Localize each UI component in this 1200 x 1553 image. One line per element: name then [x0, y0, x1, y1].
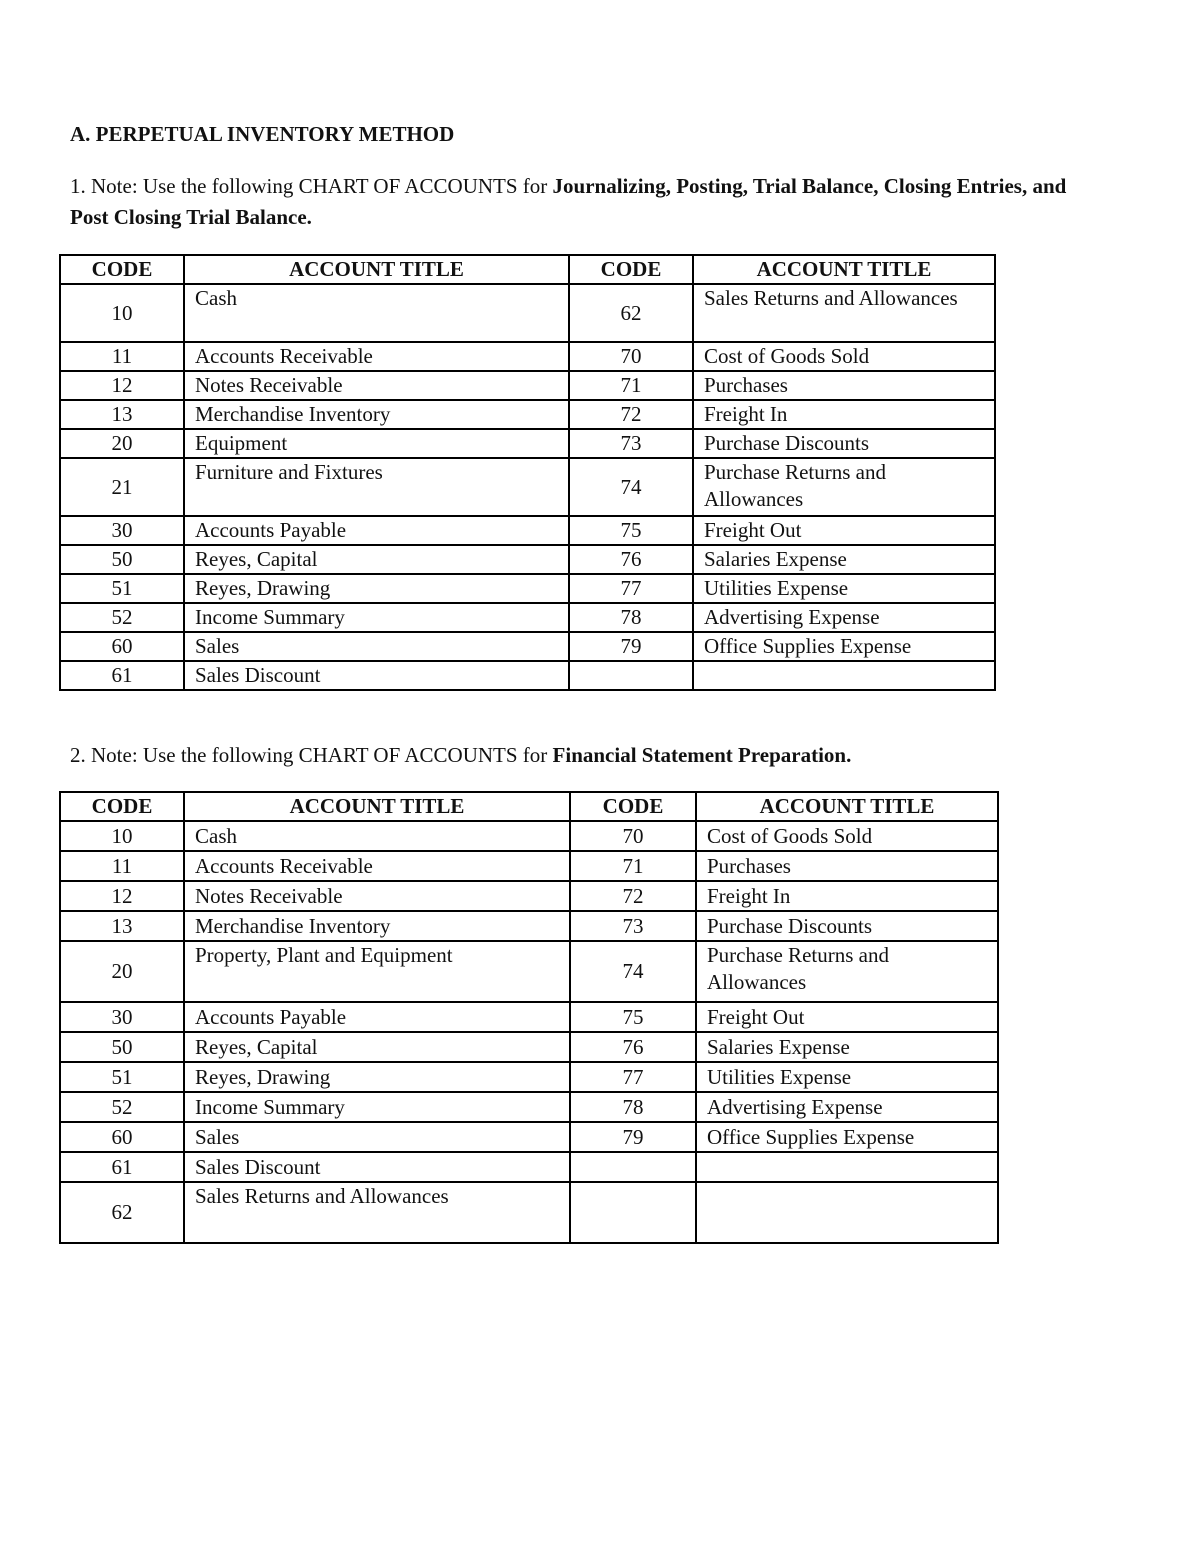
account-title: Accounts Receivable: [184, 342, 569, 371]
table-row: [60, 941, 998, 1002]
account-title: Sales: [184, 632, 569, 661]
note-1: [70, 171, 1080, 233]
header-code: CODE: [60, 792, 184, 821]
account-title: Purchase Returns and Allowances: [696, 941, 998, 1002]
account-code: 20: [60, 429, 184, 458]
account-title: Purchase Discounts: [696, 911, 998, 941]
account-code: 52: [60, 603, 184, 632]
section-heading: A. PERPETUAL INVENTORY METHOD: [70, 122, 455, 146]
account-title: Freight In: [693, 400, 995, 429]
table-row: [60, 284, 995, 342]
table-row: [60, 1062, 998, 1092]
header-account-title: ACCOUNT TITLE: [696, 792, 998, 821]
account-code: 60: [60, 632, 184, 661]
account-code: 10: [60, 284, 184, 342]
note-2-emphasis: Financial Statement Preparation.: [552, 743, 852, 767]
table-row: [60, 342, 995, 371]
account-title: Furniture and Fixtures: [184, 458, 569, 516]
account-code: 70: [569, 342, 693, 371]
account-title: Freight In: [696, 881, 998, 911]
table-row: [60, 1152, 998, 1182]
account-title: Merchandise Inventory: [184, 911, 570, 941]
account-title: Cash: [184, 284, 569, 342]
account-title: Sales Discount: [184, 1152, 570, 1182]
table-row: [60, 400, 995, 429]
account-code: 11: [60, 342, 184, 371]
account-title: Freight Out: [696, 1002, 998, 1032]
account-title: Reyes, Capital: [184, 1032, 570, 1062]
table-row: [60, 1122, 998, 1152]
header-code: CODE: [569, 255, 693, 284]
table-row: [60, 821, 998, 851]
account-code: 72: [569, 400, 693, 429]
account-code: 77: [569, 574, 693, 603]
account-code: 77: [570, 1062, 696, 1092]
account-title: Property, Plant and Equipment: [184, 941, 570, 1002]
account-code: 60: [60, 1122, 184, 1152]
account-code: 76: [569, 545, 693, 574]
header-code: CODE: [570, 792, 696, 821]
table-body: [60, 284, 995, 690]
account-title: Advertising Expense: [696, 1092, 998, 1122]
account-title: Salaries Expense: [693, 545, 995, 574]
account-code: [569, 661, 693, 690]
account-title: Sales Discount: [184, 661, 569, 690]
header-account-title: ACCOUNT TITLE: [693, 255, 995, 284]
account-title: Income Summary: [184, 603, 569, 632]
account-title: Accounts Payable: [184, 1002, 570, 1032]
table-row: [60, 371, 995, 400]
account-code: [570, 1182, 696, 1243]
account-title: Sales: [184, 1122, 570, 1152]
account-title: Office Supplies Expense: [693, 632, 995, 661]
table-row: [60, 574, 995, 603]
table-header-row: [60, 255, 995, 284]
header-account-title: ACCOUNT TITLE: [184, 255, 569, 284]
account-code: 78: [570, 1092, 696, 1122]
account-code: 62: [60, 1182, 184, 1243]
account-title: Office Supplies Expense: [696, 1122, 998, 1152]
account-code: 75: [569, 516, 693, 545]
account-code: 12: [60, 881, 184, 911]
account-code: 62: [569, 284, 693, 342]
account-title: Notes Receivable: [184, 371, 569, 400]
account-code: 13: [60, 911, 184, 941]
note-2: [70, 740, 1080, 771]
table-row: [60, 429, 995, 458]
account-code: 71: [569, 371, 693, 400]
account-title: Merchandise Inventory: [184, 400, 569, 429]
account-title: Utilities Expense: [696, 1062, 998, 1092]
account-title: Income Summary: [184, 1092, 570, 1122]
account-title: Equipment: [184, 429, 569, 458]
account-title: Purchase Returns and Allowances: [693, 458, 995, 516]
account-code: 61: [60, 1152, 184, 1182]
header-code: CODE: [60, 255, 184, 284]
account-code: 50: [60, 1032, 184, 1062]
account-title: Utilities Expense: [693, 574, 995, 603]
table-row: [60, 516, 995, 545]
account-code: 50: [60, 545, 184, 574]
account-code: 61: [60, 661, 184, 690]
account-code: [570, 1152, 696, 1182]
account-code: 11: [60, 851, 184, 881]
account-code: 71: [570, 851, 696, 881]
account-title: Purchases: [693, 371, 995, 400]
table-row: [60, 881, 998, 911]
account-code: 79: [569, 632, 693, 661]
account-code: 13: [60, 400, 184, 429]
account-title: Purchase Discounts: [693, 429, 995, 458]
account-title: Reyes, Drawing: [184, 574, 569, 603]
account-title: Reyes, Capital: [184, 545, 569, 574]
account-code: 20: [60, 941, 184, 1002]
account-title: [696, 1182, 998, 1243]
table-body: [60, 821, 998, 1243]
table-row: [60, 1002, 998, 1032]
table-header-row: [60, 792, 998, 821]
table-row: [60, 603, 995, 632]
account-code: 21: [60, 458, 184, 516]
account-title: Sales Returns and Allowances: [693, 284, 995, 342]
account-title: Advertising Expense: [693, 603, 995, 632]
account-code: 74: [569, 458, 693, 516]
table-row: [60, 911, 998, 941]
note-1-text: 1. Note: Use the following CHART OF ACCOUNTS for: [70, 174, 553, 198]
account-code: 76: [570, 1032, 696, 1062]
account-title: Cash: [184, 821, 570, 851]
account-title: Freight Out: [693, 516, 995, 545]
account-title: Purchases: [696, 851, 998, 881]
account-code: 30: [60, 1002, 184, 1032]
chart-of-accounts-table-1: [59, 254, 996, 691]
table-row: [60, 458, 995, 516]
note-1-emphasis: Journalizing, Posting, Trial Balance, Closing Entries, and Post Closing Trial Balance.: [70, 174, 1067, 229]
account-code: 74: [570, 941, 696, 1002]
account-title: Sales Returns and Allowances: [184, 1182, 570, 1243]
table-row: [60, 545, 995, 574]
account-code: 79: [570, 1122, 696, 1152]
account-code: 70: [570, 821, 696, 851]
account-code: 52: [60, 1092, 184, 1122]
account-title: [696, 1152, 998, 1182]
table-row: [60, 1092, 998, 1122]
account-code: 73: [570, 911, 696, 941]
table-row: [60, 661, 995, 690]
account-code: 30: [60, 516, 184, 545]
account-code: 51: [60, 1062, 184, 1092]
account-title: Cost of Goods Sold: [693, 342, 995, 371]
note-2-text: 2. Note: Use the following CHART OF ACCOUNTS for: [70, 743, 553, 767]
account-code: 72: [570, 881, 696, 911]
account-code: 12: [60, 371, 184, 400]
account-code: 73: [569, 429, 693, 458]
account-title: Cost of Goods Sold: [696, 821, 998, 851]
table-row: [60, 632, 995, 661]
account-code: 75: [570, 1002, 696, 1032]
account-title: [693, 661, 995, 690]
account-title: Accounts Receivable: [184, 851, 570, 881]
account-title: Salaries Expense: [696, 1032, 998, 1062]
account-code: 51: [60, 574, 184, 603]
account-title: Reyes, Drawing: [184, 1062, 570, 1092]
header-account-title: ACCOUNT TITLE: [184, 792, 570, 821]
account-code: 78: [569, 603, 693, 632]
table-row: [60, 1182, 998, 1243]
account-title: Accounts Payable: [184, 516, 569, 545]
account-title: Notes Receivable: [184, 881, 570, 911]
table-row: [60, 851, 998, 881]
account-code: 10: [60, 821, 184, 851]
table-row: [60, 1032, 998, 1062]
chart-of-accounts-table-2: [59, 791, 999, 1244]
